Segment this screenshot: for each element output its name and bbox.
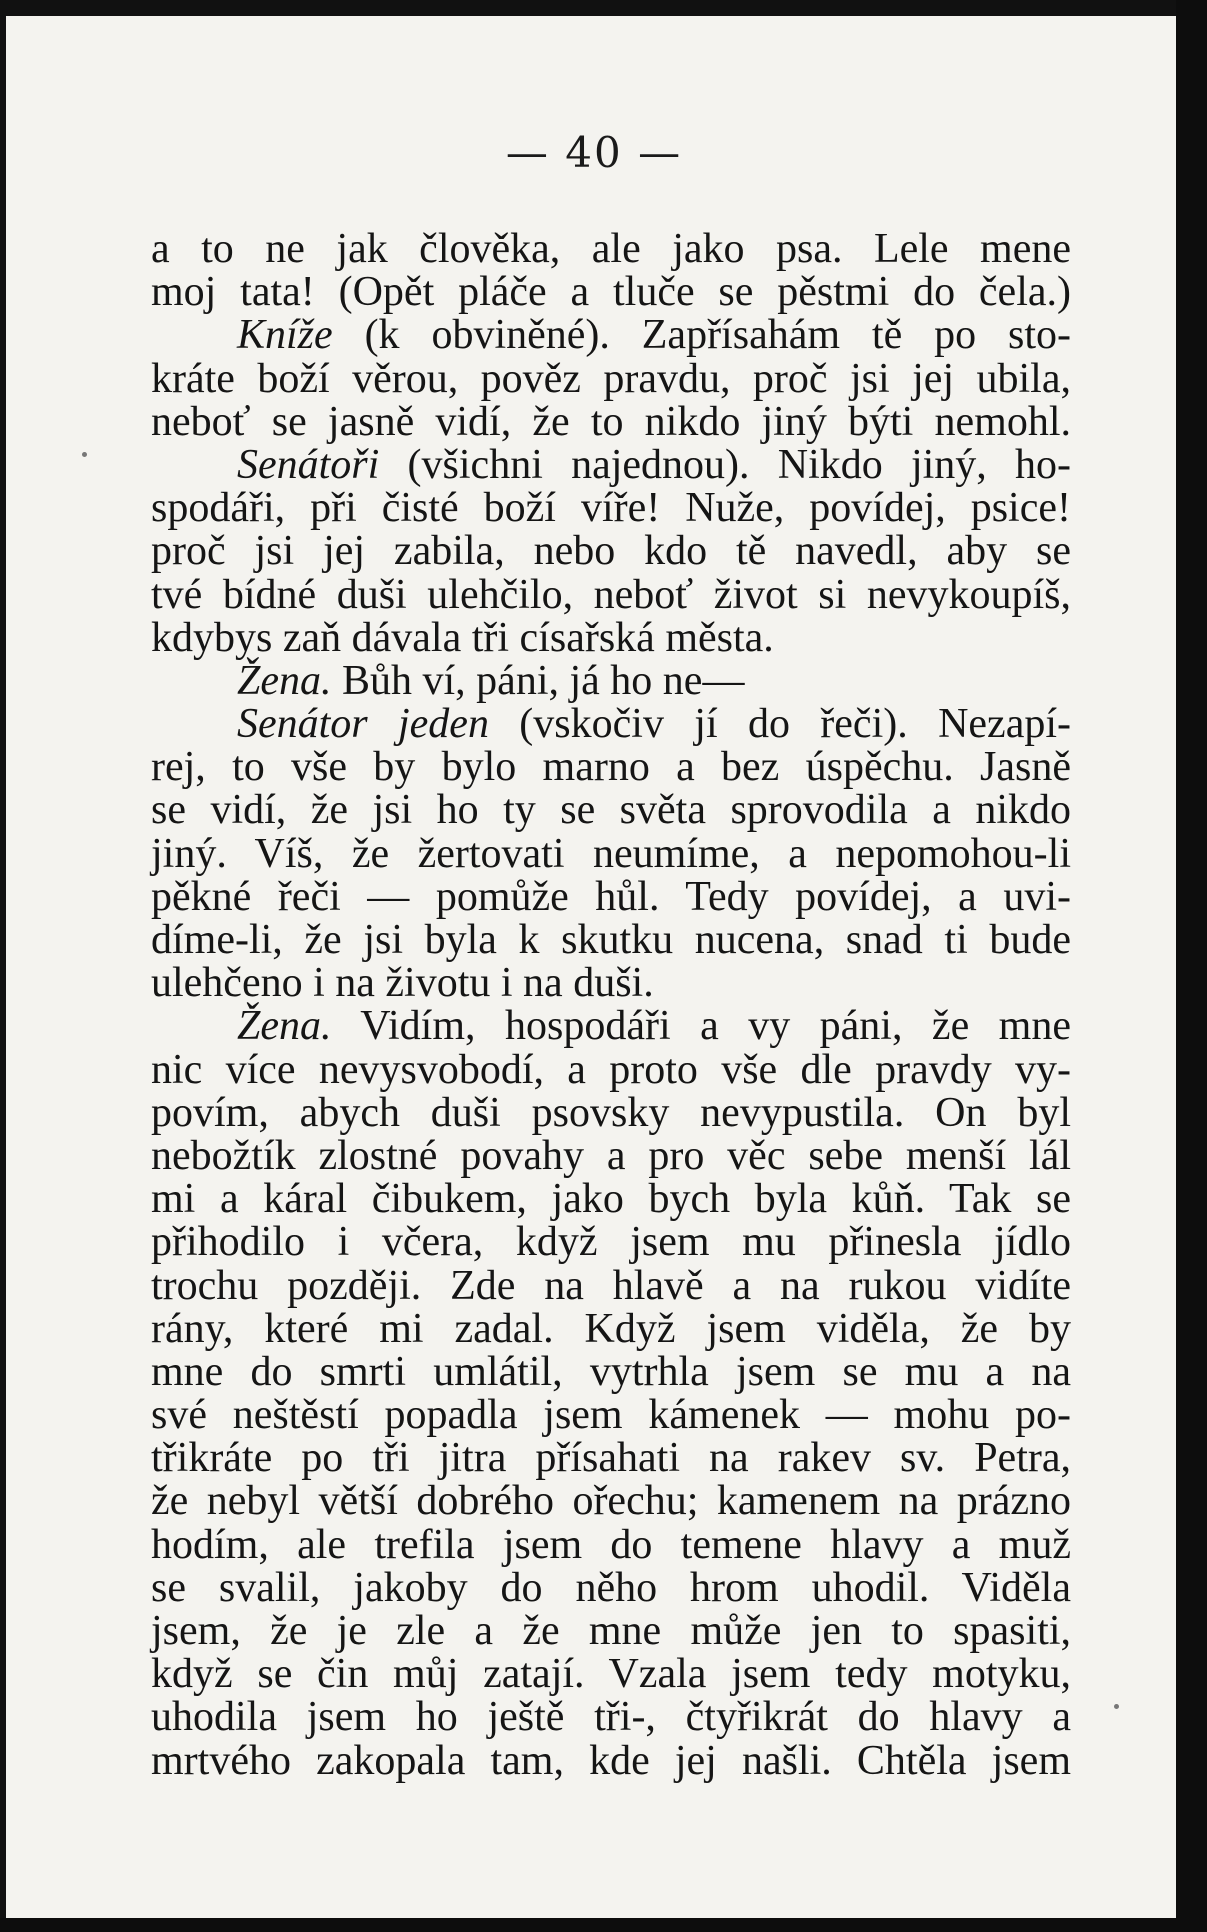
line-text: své neštěstí popadla jsem kámenek — mohu po-	[151, 1392, 1071, 1439]
speck-left	[82, 452, 87, 457]
speaker-name: Senátoři	[237, 441, 380, 488]
text-line	[151, 1521, 1071, 1568]
text-line	[151, 1394, 1071, 1437]
text-line	[151, 1610, 1071, 1653]
line-text: rány, které mi zadal. Když jsem viděla, že by	[151, 1305, 1071, 1352]
line-text: nic více nevysvobodí, a proto vše dle pravdy vy-	[151, 1046, 1071, 1093]
line-text: moj tata! (Opět pláče a tluče se pěstmi do čela.)	[151, 269, 1071, 316]
line-text: díme-li, že jsi byla k skutku nucena, snad ti bude	[151, 917, 1071, 963]
line-text: mrtvého zakopala tam, kde jej našli. Chtěla jsem	[151, 1737, 1071, 1784]
text-line	[151, 614, 1071, 661]
line-text: ulehčeno i na životu i na duši.	[151, 960, 654, 1007]
text-line	[151, 1653, 1071, 1696]
text-line	[151, 487, 1071, 530]
text-line	[151, 1737, 1071, 1784]
text-line	[151, 1262, 1071, 1309]
body-text	[151, 228, 1071, 1783]
line-text: spodáři, při čisté boží víře! Nuže, povídej, psice!	[151, 485, 1071, 532]
line-text: proč jsi jej zabila, nebo kdo tě navedl, aby se	[151, 528, 1071, 575]
line-text: když se čin můj zatají. Vzala jsem tedy motyku,	[151, 1651, 1071, 1698]
text-line	[151, 830, 1071, 877]
text-line	[151, 746, 1071, 789]
text-line	[151, 1221, 1071, 1264]
speaker-name: Žena.	[237, 657, 332, 704]
line-text: neboť se jasně vidí, že to nikdo jiný býti nemohl.	[151, 398, 1071, 445]
text-line	[151, 314, 1071, 357]
text-line	[151, 228, 1071, 271]
line-text: hodím, ale trefila jsem do temene hlavy a muž	[151, 1521, 1071, 1568]
line-text: kráte boží věrou, pověz pravdu, proč jsi jej ubila,	[151, 355, 1071, 402]
speaker-name: Kníže	[237, 312, 333, 359]
text-line	[151, 962, 1071, 1005]
line-text: se svalil, jakoby do něho hrom uhodil. Viděla	[151, 1564, 1071, 1611]
text-line	[151, 1046, 1071, 1093]
text-line	[151, 530, 1071, 573]
line-text: jsem, že je zle a že mne může jen to spasiti,	[151, 1608, 1071, 1654]
line-text: a to ne jak člověka, ale jako psa. Lele mene	[151, 226, 1071, 272]
text-line	[151, 441, 1071, 488]
line-text: nebožtík zlostné povahy a pro věc sebe menší lál	[151, 1132, 1071, 1179]
line-text: třikráte po tři jitra přísahati na rakev sv. Petra,	[151, 1435, 1071, 1482]
text-line	[151, 1696, 1071, 1739]
text-line	[151, 873, 1071, 920]
text-line	[151, 271, 1071, 314]
line-text: (k obviněné). Zapřísahám tě po sto-	[332, 312, 1071, 359]
line-text: pěkné řeči — pomůže hůl. Tedy povídej, a uvi-	[151, 873, 1071, 920]
line-text: kdybys zaň dávala tři císařská města.	[151, 614, 774, 661]
text-line	[151, 1437, 1071, 1480]
text-line	[151, 1005, 1071, 1048]
speaker-name: Žena.	[237, 1003, 332, 1050]
line-text: jiný. Víš, že žertovati neumíme, a nepomohou-li	[151, 830, 1071, 877]
speck-right	[1114, 1704, 1119, 1709]
text-line	[151, 1089, 1071, 1136]
line-text: tvé bídné duši ulehčilo, neboť život si nevykoupíš,	[151, 571, 1071, 618]
line-text: povím, abych duši psovsky nevypustila. On byl	[151, 1089, 1071, 1136]
text-line	[151, 1564, 1071, 1611]
speaker-name: Senátor jeden	[237, 701, 489, 748]
line-text: přihodilo i včera, když jsem mu přinesla jídlo	[151, 1219, 1071, 1266]
text-line	[151, 703, 1071, 746]
text-line	[151, 1348, 1071, 1395]
line-text: Vidím, hospodáři a vy páni, že mne	[331, 1003, 1071, 1050]
text-line	[151, 1132, 1071, 1179]
line-text: Bůh ví, páni, já ho ne—	[331, 657, 745, 704]
text-line	[151, 789, 1071, 832]
line-text: mne do smrti umlátil, vytrhla jsem se mu a na	[151, 1348, 1071, 1395]
line-text: se vidí, že jsi ho ty se světa sprovodila a nikdo	[151, 787, 1071, 834]
line-text: (všichni najednou). Nikdo jiný, ho-	[379, 441, 1071, 488]
page-number: — 40 —	[505, 128, 683, 177]
text-line	[151, 398, 1071, 445]
text-line	[151, 355, 1071, 402]
text-line	[151, 571, 1071, 618]
text-line	[151, 919, 1071, 962]
text-line	[151, 1305, 1071, 1352]
text-line	[151, 1480, 1071, 1523]
text-line	[151, 1178, 1071, 1221]
line-text: rej, to vše by bylo marno a bez úspěchu. Jasně	[151, 744, 1071, 791]
text-line	[151, 657, 1071, 704]
line-text: trochu později. Zde na hlavě a na rukou vidíte	[151, 1262, 1071, 1309]
line-text: že nebyl větší dobrého ořechu; kamenem na prázno	[151, 1478, 1071, 1525]
line-text: (vskočiv jí do řeči). Nezapí-	[488, 701, 1071, 748]
line-text: mi a káral čibukem, jako bych byla kůň. Tak se	[151, 1176, 1071, 1223]
line-text: uhodila jsem ho ještě tři-, čtyřikrát do hlavy a	[151, 1694, 1071, 1741]
